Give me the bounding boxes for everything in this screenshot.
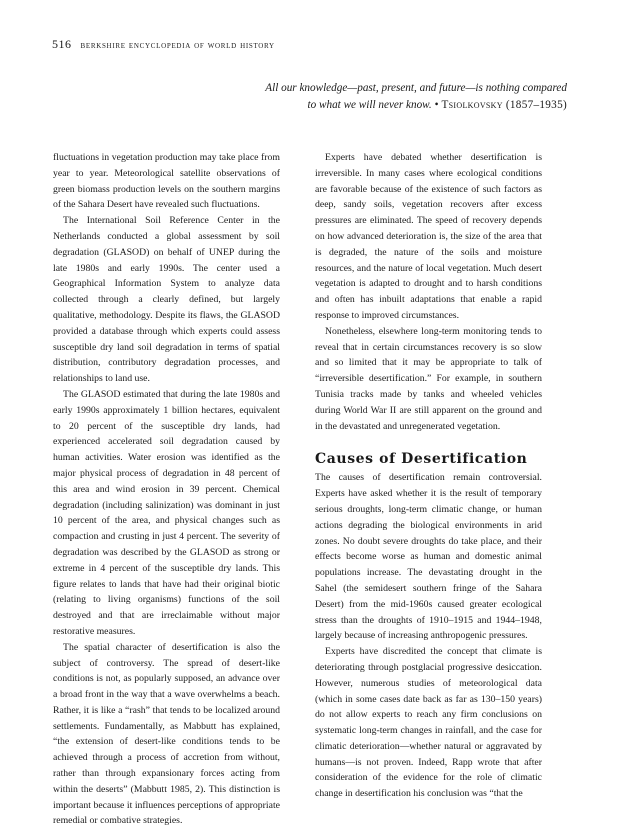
left-paragraph-2: The International Soil Reference Center in the Netherlands conducted a global assessment by soil degradation (GLASOD) on behalf of UNEP during the late 1980s and early 1990s. The center used a Geographical Information System to analyze data collected through a clearly defined, but largely qualitative, methodology. Despite its flaws, the GLASOD provided a database through which experts could assess susceptible dry land soil degradation in terms of spatial distribution, contributory degradation processes, and relationships to land use. bbox=[53, 215, 280, 385]
right-column bbox=[315, 150, 542, 802]
epigraph bbox=[207, 80, 567, 113]
section-heading: Causes of Desertification bbox=[315, 451, 528, 468]
right-paragraph-2: Nonetheless, elsewhere long-term monitoring tends to reveal that in certain circumstances recovery is so slow and so limited that it may be appropriate to talk of “irreversible desertification.” For example, in southern Tunisia tracks made by tanks and wheeled vehicles during World War II are still apparent on the ground and in the devastated and unregenerated vegetation. bbox=[315, 325, 542, 432]
epigraph-bullet: • bbox=[434, 98, 439, 111]
left-paragraph-1: fluctuations in vegetation production may take place from year to year. Meteorological satellite observations of green biomass production levels on the southern margins of the Sahara Desert have revealed such fluctuations. bbox=[53, 152, 280, 211]
epigraph-quote-line-1: All our knowledge—past, present, and future—is nothing compared bbox=[265, 82, 567, 94]
running-head bbox=[52, 37, 572, 52]
epigraph-attribution: Tsiolkovsky (1857–1935) bbox=[441, 98, 567, 111]
page-number: 516 bbox=[52, 37, 72, 51]
book-title: berkshire encyclopedia of world history bbox=[80, 40, 275, 51]
left-paragraph-3: The GLASOD estimated that during the late 1980s and early 1990s approximately 1 billion hectares, equivalent to 20 percent of the susceptible dry lands, had experienced accelerated soil degradation caused by human activities. Water erosion was identified as the major physical process of degradation in 48 percent of this area and wind erosion in 39 percent. Chemical degradation (including salinization) was dominant in just 10 percent of the area, and physical changes such as compaction and crusting in just 4 percent. The severity of degradation was described by the GLASOD as strong or extreme in 4 percent of the susceptible dry lands. This figure relates to lands that have had their original biotic (relating to living organisms) functions of the soil destroyed and that are irreclaimable without major restorative measures. bbox=[53, 388, 280, 637]
epigraph-line-2 bbox=[207, 97, 567, 114]
right-paragraph-1: Experts have debated whether desertification is irreversible. In many cases where ecological conditions are favorable because of the existence of such factors as deep, sandy soils, vegetation recovers after excess pressures are eliminated. The speed of recovery depends on how advanced deterioration is, the size of the area that is degraded, the nature of the soils and moisture resources, and the nature of local vegetation. Much desert vegetation is adapted to drought and to harsh conditions and often has inbuilt adaptations that enable a rapid response to improved circumstances. bbox=[315, 152, 542, 321]
right-paragraph-3: The causes of desertification remain controversial. Experts have asked whether it is the result of temporary serious droughts, long-term climatic change, or human actions degrading the biological environments in arid zones. No doubt severe droughts do take place, and their effects become worse as human and domestic animal populations increase. The devastating drought in the Sahel (the semidesert southern fringe of the Sahara Desert) from the mid-1960s caused greater ecological stress than the droughts of 1910–1915 and 1944–1948, largely because of increasing anthropogenic pressures. bbox=[315, 472, 542, 642]
right-paragraph-4: Experts have discredited the concept that climate is deteriorating through postglacial progressive desiccation. However, numerous studies of meteorological data (which in some cases date back as far as 130–150 years) do not allow experts to reach any firm conclusions on systematic long-term changes in rainfall, and the case for climatic deterioration—whether natural or aggravated by humans—is not proven. Indeed, Rapp wrote that after consideration of the evidence for the role of climatic change in desertification his conclusion was “that the bbox=[315, 646, 542, 800]
left-column bbox=[53, 150, 280, 829]
epigraph-quote-line-2: to what we will never know. bbox=[307, 98, 432, 111]
left-paragraph-4: The spatial character of desertification is also the subject of controversy. The spread of desert-like conditions is not, as popularly supposed, an advance over a broad front in the way that a wave overwhelms a beach. Rather, it is like a “rash” that tends to be localized around settlements. Fundamentally, as Mabbutt has explained, “the extension of desert-like conditions tends to be achieved through a process of accretion from without, rather than through expansionary forces acting from within the deserts” (Mabbutt 1985, 2). This distinction is important because it influences perceptions of appropriate remedial or combative strategies. bbox=[53, 641, 280, 827]
